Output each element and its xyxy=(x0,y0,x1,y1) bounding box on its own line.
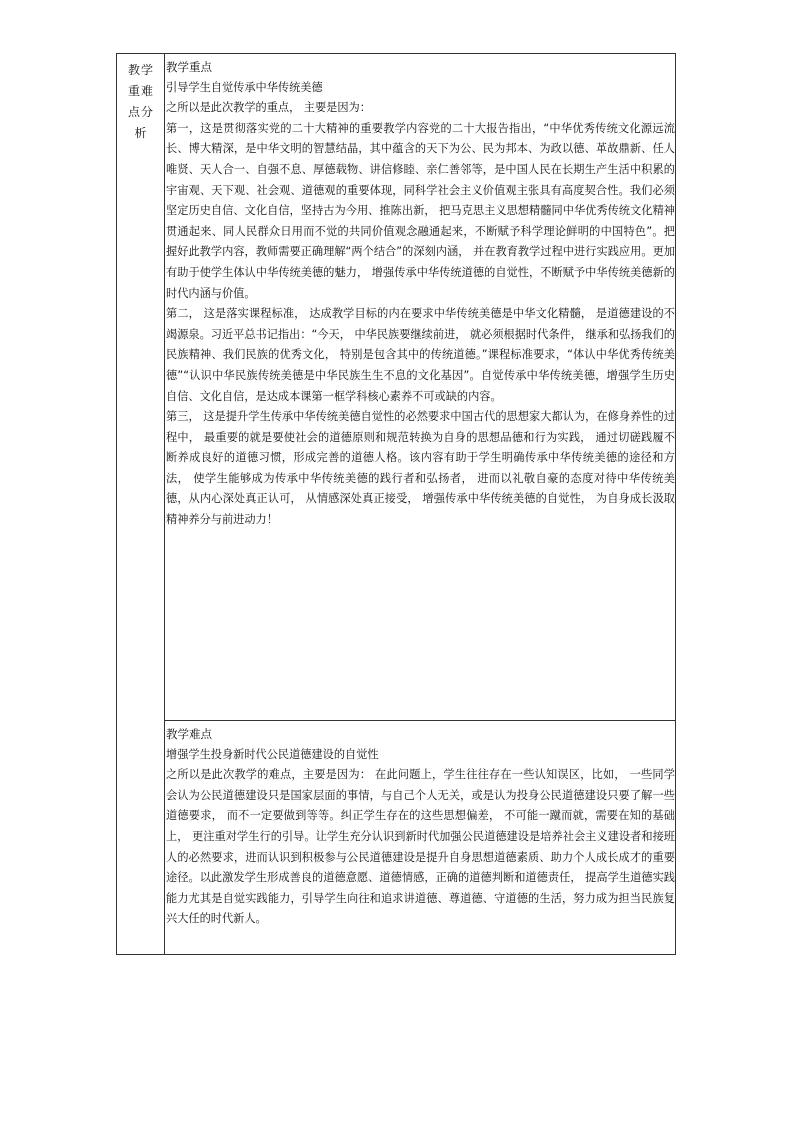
difficult-points-subheading: 增强学生投身新时代公民道德建设的自觉性 xyxy=(166,747,379,761)
key-points-heading: 教学重点 xyxy=(166,60,212,74)
key-points-paragraph-3: 第三， 这是提升学生传承中华传统美德自觉性的必然要求中国古代的思想家大都认为，在修身养性的过程中， 最重要的就是要使社会的道德原则和规范转换为自身的思想品德和行为实践， 通过切磋践履不断养成良好的道德习惯，形成完善的道德人格。该内容有助于学生明确传承中华传统美德的途径和方法， 使学生能够成为传承中华传统美德的践行者和弘扬者， 进而以礼敬自豪的态度对待中华传统美德，从内心深处真正认可， 从情感深处真正接受， 增强传承中华传统美德的自觉性， 为自身成长汲取精神养分与前进动力！ xyxy=(166,410,675,527)
key-points-paragraph-2: 第二， 这是落实课程标准， 达成教学目标的内在要求中华传统美德是中华文化精髓， 是道德建设的不竭源泉。习近平总书记指出：“今天， 中华民族要继续前进， 就必须根据时代条件， 继承和弘扬我们的民族精神、我们民族的优秀文化， 特别是包含其中的传统道德。”课程标准要求，“体认中华优秀传统美德”“认识中华民族传统美德是中华民族生生不息的文化基因”。自觉传承中华传统美德，增强学生历史自信、文化自信，是达成本课第一框学科核心素养不可或缺的内容。 xyxy=(166,307,675,403)
content-column xyxy=(165,54,675,954)
row-header-cell xyxy=(117,54,165,954)
key-points-cell xyxy=(165,54,675,721)
difficult-points-cell xyxy=(165,721,675,954)
analysis-table xyxy=(116,53,676,955)
difficult-points-heading: 教学难点 xyxy=(166,727,212,741)
row-header-label: 教学重难点分析 xyxy=(127,63,154,140)
key-points-subheading: 引导学生自觉传承中华传统美德 xyxy=(166,80,323,94)
key-points-paragraph-1: 第一，这是贯彻落实党的二十大精神的重要教学内容党的二十大报告指出，“中华优秀传统文化源远流长、博大精深，是中华文明的智慧结晶，其中蕴含的天下为公、民为邦本、为政以德、革故鼎新、任人唯贤、天人合一、自强不息、厚德载物、讲信修睦、亲仁善邻等，是中国人民在长期生产生活中积累的宇宙观、天下观、社会观、道德观的重要体现，同科学社会主义价值观主张具有高度契合性。我们必须坚定历史自信、文化自信，坚持古为今用、推陈出新， 把马克思主义思想精髓同中华优秀传统文化精神贯通起来、同人民群众日用而不觉的共同价值观念融通起来，不断赋予科学理论鲜明的中国特色”。把握好此教学内容，教师需要正确理解“两个结合”的深刻内涵， 并在教育教学过程中进行实践应用。更加有助于使学生体认中华传统美德的魅力， 增强传承中华传统道德的自觉性，不断赋予中华传统美德新的时代内涵与价值。 xyxy=(166,121,675,300)
key-points-intro: 之所以是此次教学的重点， 主要是因为： xyxy=(166,101,371,115)
difficult-points-paragraph-1: 之所以是此次教学的难点，主要是因为： 在此问题上，学生往往存在一些认知误区，比如， 一些同学会认为公民道德建设只是国家层面的事情，与自己个人无关，或是认为投身公民道德建设只要了解一些道德要求， 而不一定要做到等等。纠正学生存在的这些思想偏差， 不可能一蹴而就，需要在知的基础上， 更注重对学生行的引导。让学生充分认识到新时代加强公民道德建设是培养社会主义建设者和接班人的必然要求，进而认识到积极参与公民道德建设是提升自身思想道德素质、助力个人成长成才的重要途径。以此激发学生形成善良的道德意愿、道德情感，正确的道德判断和道德责任， 提高学生道德实践能力尤其是自觉实践能力，引导学生向往和追求讲道德、尊道德、守道德的生活，努力成为担当民族复兴大任的时代新人。 xyxy=(166,768,675,926)
